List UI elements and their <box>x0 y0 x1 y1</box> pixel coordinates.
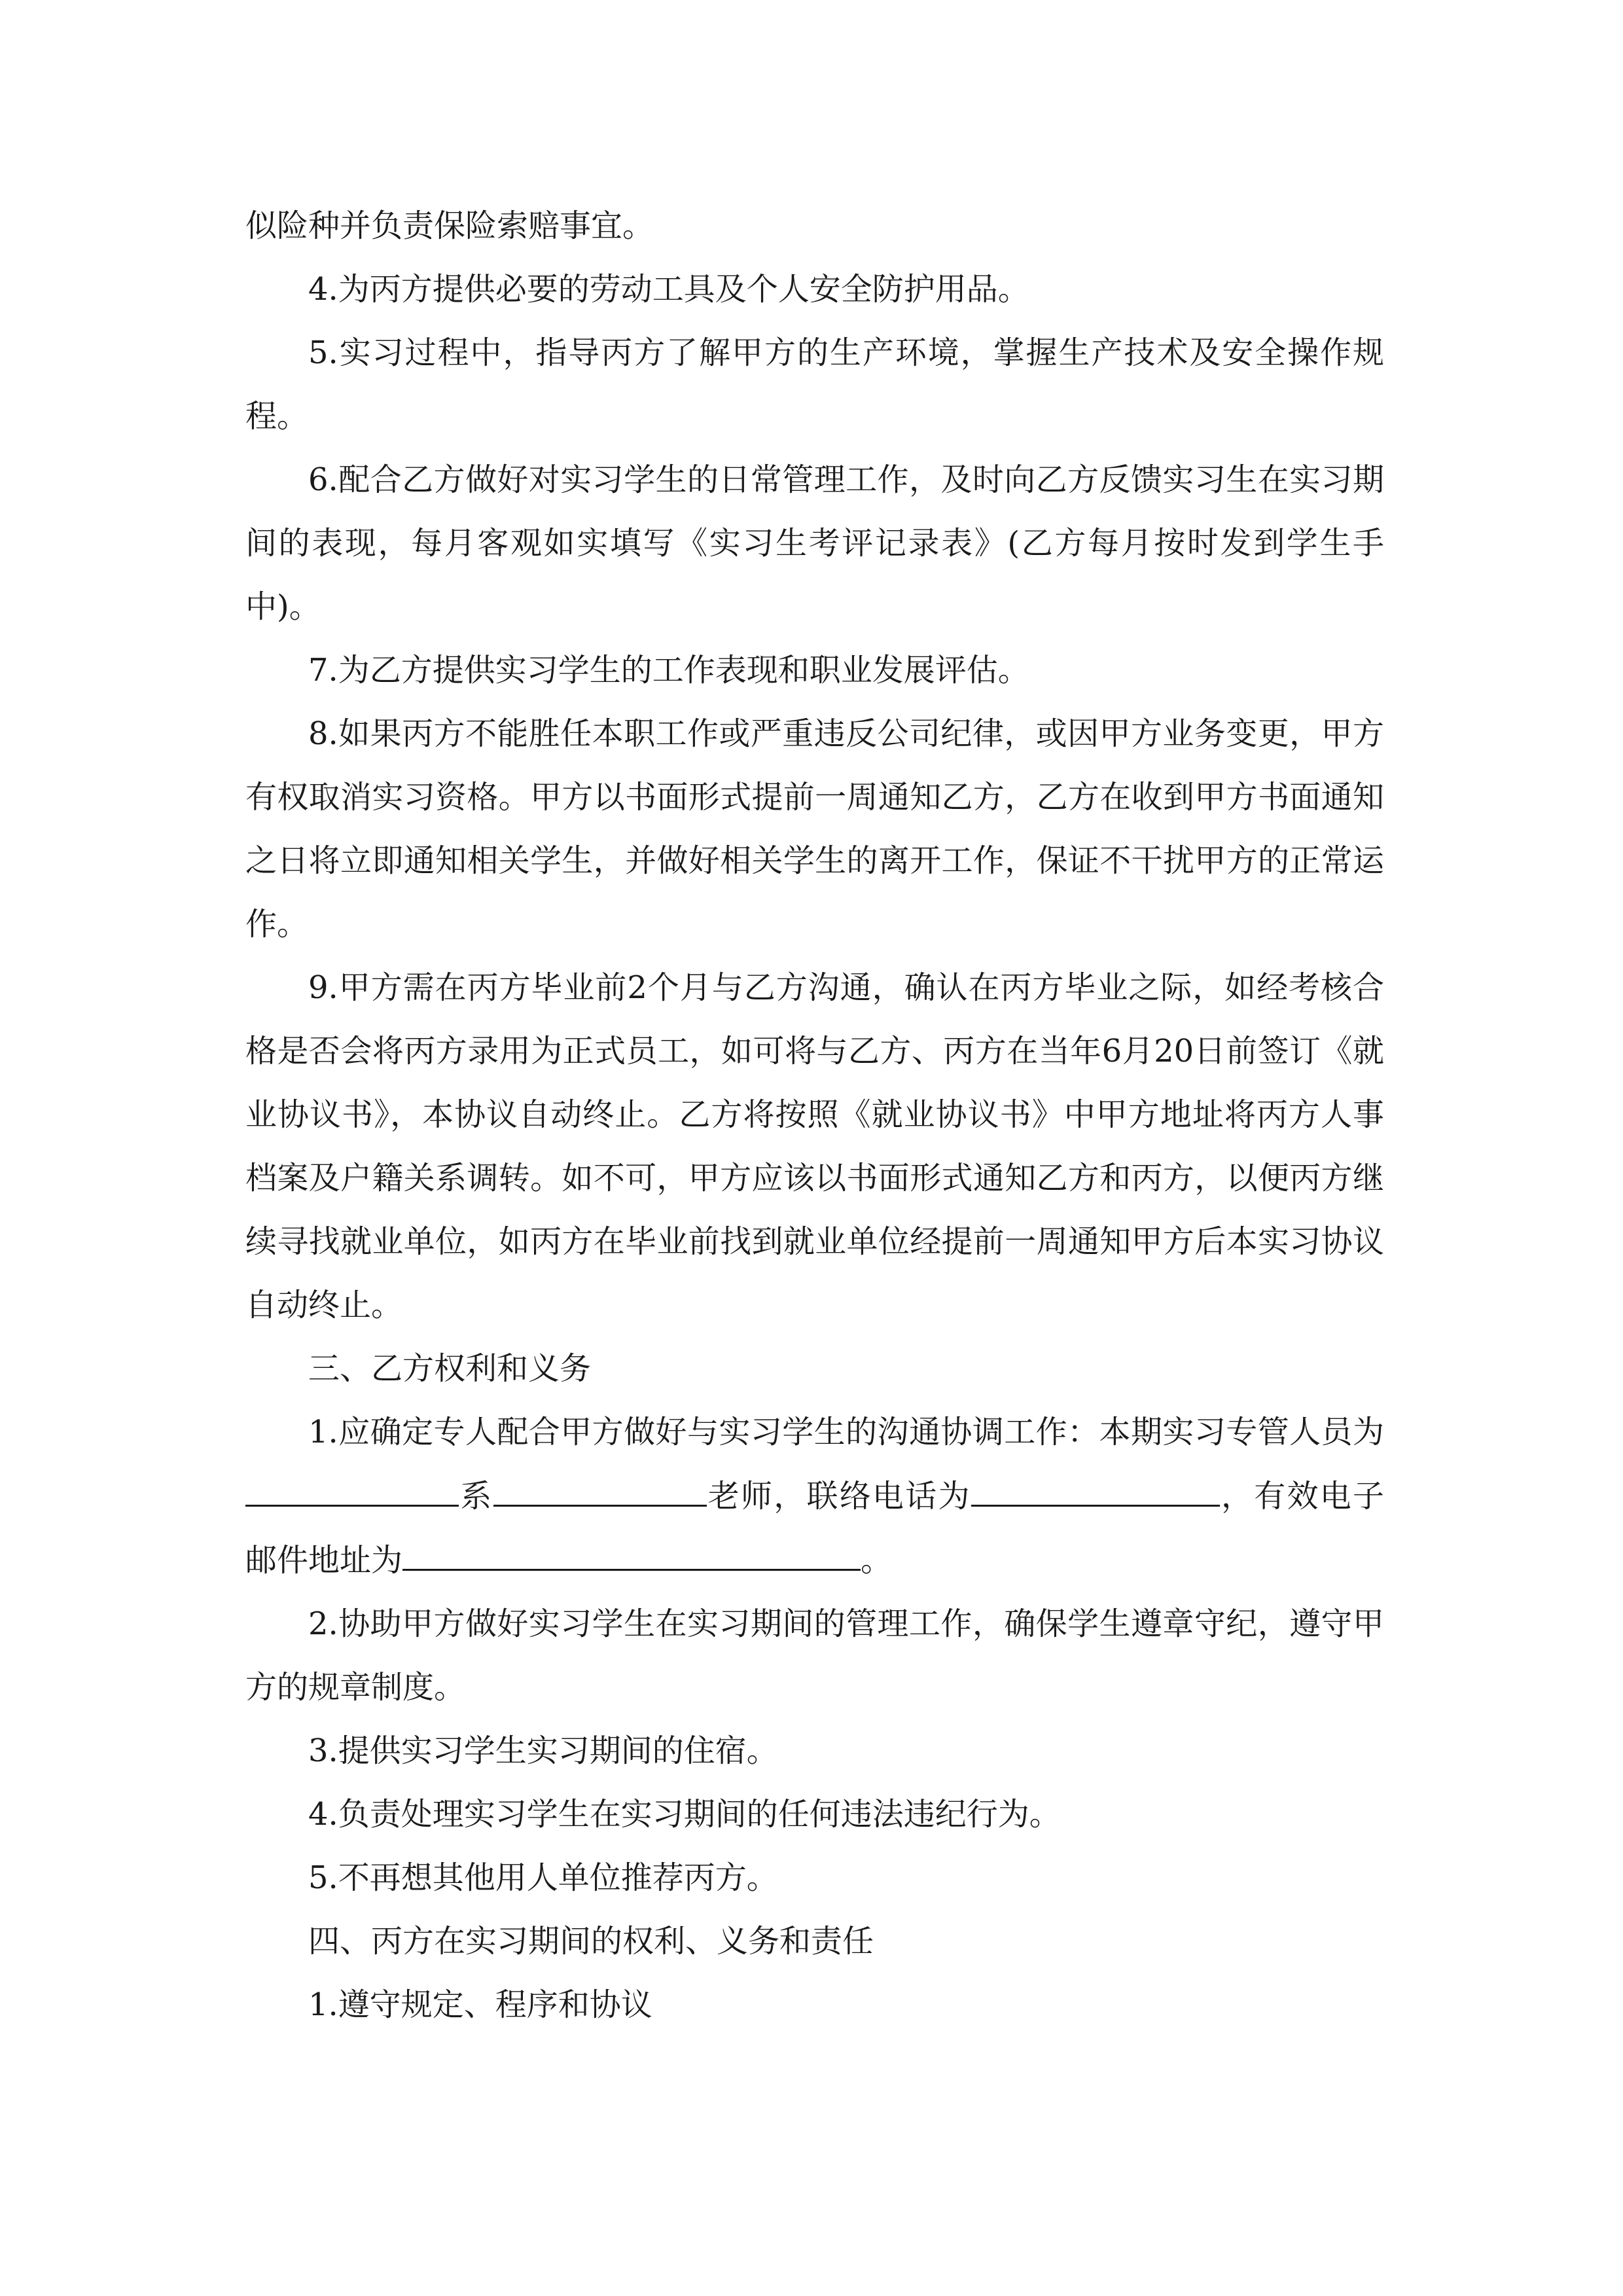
clause-text-c: 老师，联络电话为 <box>706 1478 971 1515</box>
clause-6: 6.配合乙方做好对实习学生的日常管理工作，及时向乙方反馈实习生在实习期间的表现，每月客观如实填写《实习生考评记录表》(乙方每月按时发到学生手中)。 <box>245 461 1384 625</box>
party-c-clause-1: 1.遵守规定、程序和协议 <box>308 1986 652 2023</box>
clause-7: 7.为乙方提供实习学生的工作表现和职业发展评估。 <box>308 652 1029 689</box>
clause-9: 9.甲方需在丙方毕业前2个月与乙方沟通，确认在丙方毕业之际，如经考核合格是否会将丙方录用为正式员工，如可将与乙方、丙方在当年6月20日前签订《就业协议书》，本协议自动终止。乙方将按照《就业协议书》中甲方地址将丙方人事档案及户籍关系调转。如不可，甲方应该以书面形式通知乙方和丙方，以便丙方继续寻找就业单位，如丙方在毕业前找到就业单位经提前一周通知甲方后本实习协议自动终止。 <box>245 969 1384 1323</box>
section-heading-3: 三、乙方权利和义务 <box>308 1350 592 1387</box>
clause-text-e: 。 <box>861 1542 893 1579</box>
blank-phone <box>971 1464 1220 1507</box>
party-b-clause-2: 2.协助甲方做好实习学生在实习期间的管理工作，确保学生遵章守纪，遵守甲方的规章制度。 <box>245 1605 1384 1706</box>
party-b-clause-5: 5.不再想其他用人单位推荐丙方。 <box>308 1859 778 1896</box>
clause-text-d: ，有效电子邮件地址为 <box>245 1478 1384 1579</box>
clause-5: 5.实习过程中，指导丙方了解甲方的生产环境，掌握生产技术及安全操作规程。 <box>245 334 1384 435</box>
paragraph-continuation: 似险种并负责保险索赔事宜。 <box>245 207 654 244</box>
blank-manager-name <box>245 1464 459 1507</box>
party-b-clause-3: 3.提供实习学生实习期间的住宿。 <box>308 1732 778 1769</box>
party-b-clause-1 <box>245 1401 1384 1592</box>
blank-email <box>402 1528 861 1571</box>
document-body <box>245 194 1384 2037</box>
clause-4: 4.为丙方提供必要的劳动工具及个人安全防护用品。 <box>308 271 1029 308</box>
party-b-clause-4: 4.负责处理实习学生在实习期间的任何违法违纪行为。 <box>308 1796 1061 1833</box>
section-heading-4: 四、丙方在实习期间的权利、义务和责任 <box>308 1923 874 1960</box>
clause-text-a: 1.应确定专人配合甲方做好与实习学生的沟通协调工作：本期实习专管人员为 <box>308 1414 1384 1450</box>
clause-text-b: 系 <box>459 1478 493 1515</box>
blank-department <box>493 1464 707 1507</box>
clause-8: 8.如果丙方不能胜任本职工作或严重违反公司纪律，或因甲方业务变更，甲方有权取消实习资格。甲方以书面形式提前一周通知乙方，乙方在收到甲方书面通知之日将立即通知相关学生，并做好相关学生的离开工作，保证不干扰甲方的正常运作。 <box>245 715 1384 942</box>
